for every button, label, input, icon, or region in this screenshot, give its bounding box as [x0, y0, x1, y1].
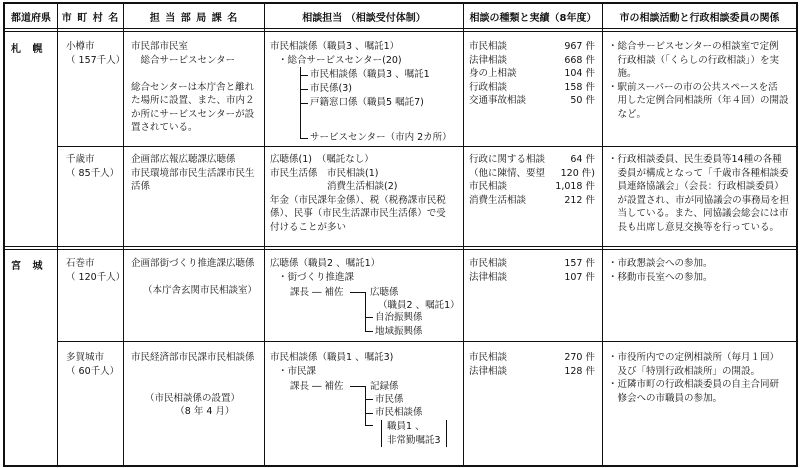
header-consult-types: 相談の種類と実績（8年度） [469, 12, 597, 24]
staff-line: 付けることが多い [270, 221, 347, 233]
staff-line: 地域振興係 [375, 326, 423, 337]
dept-line: （8 年 4 月） [161, 406, 235, 417]
staff-line: 広聴係 [370, 287, 399, 298]
tree-line [300, 89, 308, 90]
staff-line: 自治振興係 [375, 312, 423, 323]
row-rule [57, 341, 797, 342]
types-otaru [469, 40, 595, 108]
type-row [469, 351, 595, 365]
tree-line [365, 425, 373, 426]
type-value: 158 件 [564, 81, 595, 93]
relation-line: ・近隣市町の行政相談委員の自主合同研 [608, 379, 780, 390]
header-relation: 市の相談活動と行政相談委員の関係 [619, 12, 780, 24]
type-value: 212 件 [564, 194, 595, 206]
city-ishinomaki [66, 257, 125, 284]
prefecture-sapporo: 札 幌 [11, 44, 47, 55]
relation-line: 用した定例合同相談所（年４回）の開設 [608, 95, 789, 106]
header-municipality: 市 町 村 名 [61, 12, 120, 24]
dept-line: か所にサービスセンターが設 [131, 108, 255, 120]
relation-line: 施。 [608, 68, 637, 79]
staff-line: 消費生活相談(2) [270, 181, 398, 192]
left-border [3, 2, 5, 467]
staff-line: 市民生活係 市民相談(1) [270, 167, 379, 179]
type-value: 128 件 [564, 365, 595, 377]
type-value: 967 件 [564, 41, 595, 52]
type-label: （他に陳情、要望 [469, 167, 546, 179]
right-border [796, 2, 798, 467]
types-ishinomaki [469, 257, 595, 284]
col-divider [264, 2, 265, 467]
tree-line [300, 138, 308, 139]
staff-line: （職員2 、嘱託1） [378, 300, 460, 311]
dept-line: 市民環境部市民生活課市民生 [131, 167, 255, 179]
relation-line: ・総合サービスセンターの相談室で定例 [608, 41, 779, 52]
relation-otaru [608, 40, 789, 121]
staff-line: 市民相談係 [375, 407, 423, 418]
type-label: 行政相談 [469, 81, 508, 93]
type-row [469, 81, 595, 95]
tree-line [300, 103, 308, 104]
type-value: 270 件 [564, 352, 595, 363]
type-value: 50 件 [570, 95, 595, 106]
type-label: 法律相談 [469, 365, 508, 377]
staff-line: 広聴係(1) （嘱託なし） [270, 154, 374, 165]
tree-line [365, 292, 366, 331]
dept-tagajo [131, 351, 255, 419]
tree-line [350, 292, 365, 293]
relation-line: 員連絡協議会」（会長：行政相談委員） [608, 181, 784, 192]
staff-line: 市民相談係（職員3 、嘱託1） [270, 41, 400, 52]
relation-chitose [608, 153, 789, 234]
type-label: 市民相談 [469, 352, 508, 363]
type-value: 668 件 [564, 54, 595, 66]
relation-line: ・市政懇談会への参加。 [608, 258, 713, 269]
type-value: 64 件 [570, 154, 595, 165]
prefecture-miyagi: 宮 城 [11, 261, 47, 272]
staff-line: 年金（市民課年金係）、税（税務課市民税 [270, 194, 446, 206]
staff-line: 課長 ― 補佐 [290, 287, 344, 298]
staff-line: ・市民課 [278, 366, 317, 377]
row-rule [57, 146, 797, 147]
tree-line [365, 317, 373, 318]
type-row [469, 67, 595, 81]
type-label: 行政に関する相談 [469, 154, 546, 165]
staff-line: 課長 ― 補佐 [290, 381, 344, 392]
type-value: 120 件) [560, 167, 595, 179]
dept-line [131, 67, 255, 81]
dept-line: 置されている。 [131, 122, 198, 133]
staff-line: 広聴係（職員2 、嘱託1） [270, 258, 381, 269]
relation-line: ・移動市長室への参加。 [608, 271, 713, 283]
relation-tagajo [608, 351, 779, 405]
dept-line: 活係 [131, 181, 151, 192]
type-row [469, 257, 595, 271]
dept-chitose [131, 153, 255, 194]
type-value: 157 件 [564, 258, 595, 269]
staff-chitose [270, 153, 446, 234]
type-row [469, 40, 595, 54]
relation-line: 修会への市職員の参加。 [608, 392, 723, 404]
city-population: （ 157千人） [66, 54, 126, 66]
types-chitose [469, 153, 595, 207]
staff-line: 職員1 、 [387, 421, 425, 432]
col-divider [57, 2, 58, 467]
relation-line: 長も出席し意見交換等を行っている。 [608, 221, 780, 233]
relation-line: 当している。また、同協議会総会には市 [608, 208, 789, 219]
city-name: 千歳市 [66, 154, 95, 165]
staff-line: 係）、民事（市民生活課市民生活係）で受 [270, 208, 446, 219]
relation-line: ・市役所内での定例相談所（毎月１回） [608, 352, 780, 363]
relation-line: 行政相談（「くらしの行政相談」）を実 [608, 54, 780, 66]
dept-line: た場所に設置、また、市内２ [131, 95, 255, 106]
dept-line: 市民経済部市民課市民相談係 [131, 352, 255, 363]
tree-line [365, 331, 373, 332]
type-label: 身の上相談 [469, 68, 517, 79]
type-label: 市民相談 [469, 41, 508, 52]
type-row [469, 167, 595, 181]
city-chitose [66, 153, 119, 180]
city-population: （ 85千人） [66, 167, 120, 179]
staff-line: 市民相談係（職員1 、嘱託3) [270, 352, 394, 363]
header-department: 担 当 部 局 課 名 [149, 12, 239, 24]
city-name: 小樽市 [66, 41, 95, 52]
relation-line: 委員が構成となって「千歳市各種相談委 [608, 167, 789, 179]
dept-line: 企画部広報広聴課広聴係 [131, 154, 236, 165]
dept-line [131, 378, 255, 392]
relation-line: ・行政相談委員、民生委員等14種の各種 [608, 154, 782, 165]
col-divider [123, 2, 124, 467]
city-population: （ 120千人） [66, 271, 126, 283]
type-row [469, 271, 595, 285]
type-row [469, 180, 595, 194]
header-consult-staff: 相談担当 （相談受付体制） [302, 12, 426, 24]
relation-line: ・駅前スーパーの市の公共スペースを活 [608, 81, 778, 93]
relation-line: など。 [608, 108, 647, 120]
dept-ishinomaki [131, 257, 257, 298]
header-prefecture: 都道府県 [11, 12, 51, 24]
type-value: 1,018 件 [555, 181, 595, 192]
type-row [469, 153, 595, 167]
staff-line: ・総合サービスセンター(20) [278, 55, 402, 66]
dept-line: 企画部街づくり推進課広聴係 [131, 258, 255, 269]
dept-line: 総合サービスセンター [131, 54, 236, 66]
type-label: 市民相談 [469, 181, 508, 192]
type-label: 法律相談 [469, 54, 508, 66]
staff-line: 戸籍窓口係（職員5 嘱託7) [310, 97, 424, 108]
tree-line [365, 399, 373, 400]
staff-line: 記録係 [370, 381, 399, 392]
staff-line: ・街づくり推進課 [278, 272, 355, 283]
col-divider [602, 2, 603, 467]
staff-bracket [381, 420, 447, 447]
tree-line [300, 75, 308, 76]
dept-line: 市民部市民室 [131, 41, 189, 52]
type-row [469, 54, 595, 68]
staff-line: 市民相談係（職員3 、嘱託1 [310, 69, 430, 80]
col-divider [463, 2, 464, 467]
relation-line: が設置され、市が同協議会の事務局を担 [608, 194, 790, 206]
type-value: 107 件 [564, 271, 595, 283]
type-label: 市民相談 [469, 258, 508, 269]
city-tagajo [66, 351, 119, 378]
tree-line [365, 413, 373, 414]
dept-line: （本庁舎玄関市民相談室） [143, 285, 258, 296]
relation-line: 及び「特別行政相談所」の開設。 [608, 365, 761, 377]
dept-line: （市民相談係の設置） [145, 392, 241, 404]
type-row [469, 94, 595, 108]
relation-ishinomaki [608, 257, 713, 284]
staff-line: サービスセンター（市内 2カ所） [310, 132, 452, 143]
city-name: 多賀城市 [66, 352, 105, 363]
type-value: 104 件 [564, 68, 595, 79]
city-otaru [66, 40, 125, 67]
staff-line: 非常勤嘱託3 [387, 434, 441, 446]
dept-otaru [131, 40, 255, 135]
type-label: 法律相談 [469, 271, 508, 283]
dept-line [131, 365, 255, 379]
type-row [469, 194, 595, 208]
tree-line [350, 386, 365, 387]
dept-line [131, 271, 257, 285]
type-row [469, 365, 595, 379]
city-population: （ 60千人） [66, 365, 120, 377]
types-tagajo [469, 351, 595, 378]
city-name: 石巻市 [66, 258, 95, 269]
type-label: 交通事故相談 [469, 95, 527, 106]
tree-line [365, 386, 366, 426]
staff-line: 市民係(3) [310, 83, 352, 94]
staff-line: 市民係 [375, 394, 404, 405]
type-label: 消費生活相談 [469, 194, 527, 206]
dept-line: 総合センターは本庁舎と離れ [131, 81, 255, 93]
